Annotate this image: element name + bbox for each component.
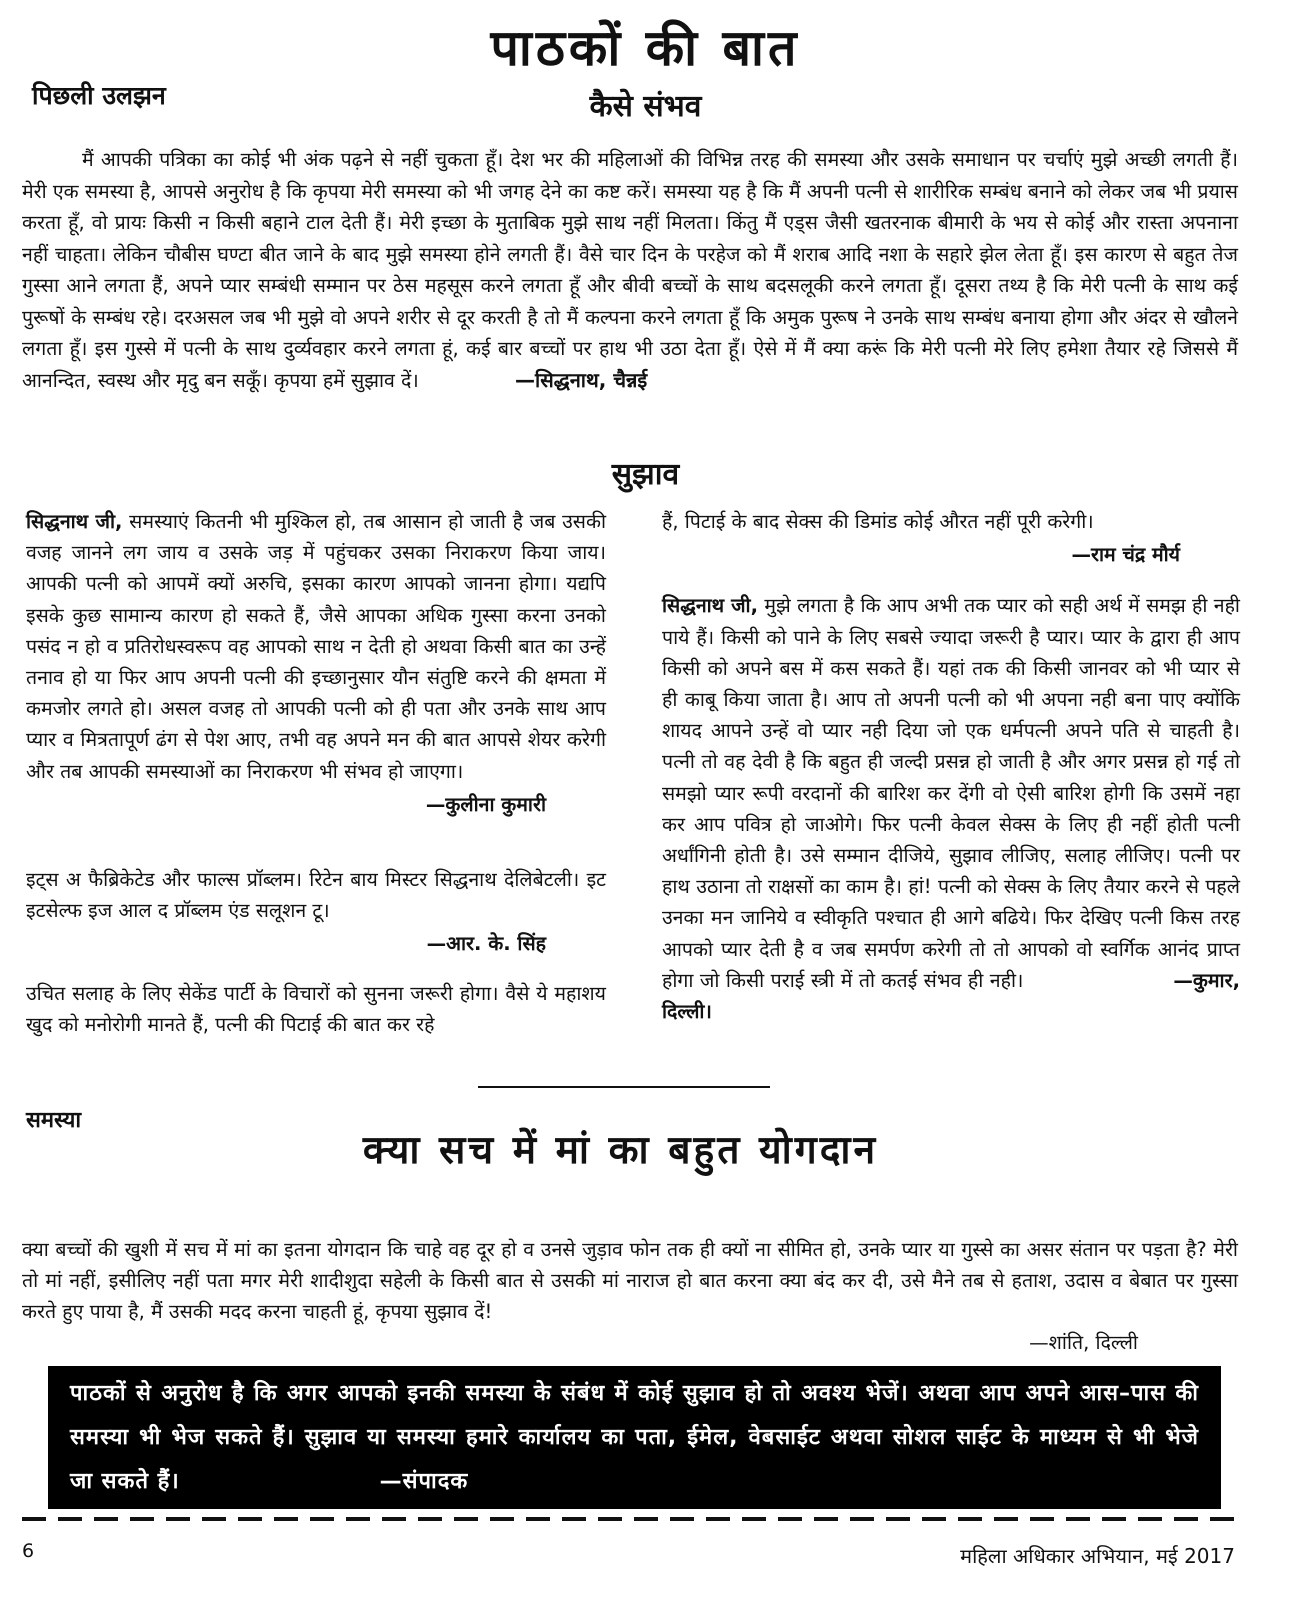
- section-kicker: पिछली उलझन: [32, 81, 166, 110]
- suggestions-left-column: [26, 506, 606, 1040]
- suggestion-3-text-start: उचित सलाह के लिए सेकेंड पार्टी के विचारों को सुनना जरूरी होगा। वैसे ये महाशय खुद को मनोरोगी मानते हैं, पत्नी की पिटाई की बात कर रहे: [26, 981, 606, 1036]
- section-divider: [478, 1086, 770, 1088]
- suggestion-3-text-end: हैं, पिटाई के बाद सेक्स की डिमांड कोई औरत नहीं पूरी करेगी।: [662, 510, 1094, 533]
- problem-signature: —शांति, दिल्ली: [1029, 1331, 1138, 1354]
- notice-text: [70, 1372, 1199, 1504]
- editor-notice: [48, 1366, 1221, 1509]
- problem-kicker: समस्या: [26, 1108, 82, 1133]
- suggestion-4-text: मुझे लगता है कि आप अभी तक प्यार को सही अर्थ में समझ ही नही पाये हैं। किसी को पाने के लिए सबसे ज्यादा जरूरी है प्यार। प्यार के द्वारा ही आप किसी को अपने बस में कस सकते हैं। यहां तक की किसी जानवर को भी प्यार से ही काबू किया जाता है। आप तो अपनी पत्नी को भी अपना नही बना पाए क्योंकि शायद आपने उन्हें वो प्यार नही दिया जो एक धर्मपत्नी अपने पति से चाहती है। पत्नी तो वह देवी है कि बहुत ही जल्दी प्रसन्न हो जाती है और अगर प्रसन्न हो गई तो समझो प्यार रूपी वरदानों की बारिश कर देंगी वो ऐसी बारिश होगी कि उसमें नहा कर आप पवित्र हो जाओगे। फिर पत्नी केवल सेक्स के लिए ही नहीं होती पत्नी अर्धांगिनी होती है। उसे सम्मान दीजिये, सुझाव लीजिए, सलाह लीजिए। पत्नी पर हाथ उठाना तो राक्षसों का काम है। हां! पत्नी को सेक्स के लिए तैयार करने से पहले उनका मन जानिये व स्वीकृति पश्चात ही आगे बढिये। फिर देखिए पत्नी किस तरह आपको प्यार देती है व जब समर्पण करेगी तो तो आपको वो स्वर्गिक आनंद प्राप्त होगा जो किसी पराई स्त्री में तो कतई संभव ही नही।: [662, 594, 1240, 992]
- suggestions-heading: सुझाव: [611, 457, 680, 492]
- problem-text: क्या बच्चों की खुशी में सच में मां का इतना योगदान कि चाहे वह दूर हो व उनसे जुड़ाव फोन तक ही क्यों ना सीमित हो, उनके प्यार या गुस्से का असर संतान पर पड़ता है? मेरी तो मां नहीं, इसीलिए नहीं पता मगर मेरी शादीशुदा सहेली के किसी बात से उसकी मां नाराज हो बात करना क्या बंद कर दी, उसे मैने तब से हताश, उदास व बेबात पर गुस्सा करते हुए पाया है, मैं उसकी मदद करना चाहती हूं, कृपया सुझाव दें!: [22, 1238, 1238, 1323]
- suggestion-4-signature: —कुमार, दिल्ली।: [662, 968, 1240, 1024]
- notice-signature: —संपादक: [379, 1469, 469, 1494]
- page-title: पाठकों की बात: [490, 19, 801, 77]
- letter-block: [22, 144, 1238, 396]
- letter-body: [22, 144, 1238, 396]
- suggestion-3-signature: —राम चंद्र मौर्य: [1071, 543, 1180, 567]
- suggestion-4-addressee: सिद्धनाथ जी,: [662, 594, 758, 618]
- suggestion-4: [662, 590, 1240, 1027]
- suggestion-1-addressee: सिद्धनाथ जी,: [26, 510, 123, 533]
- suggestion-1-signature: —कुलीना कुमारी: [425, 792, 546, 816]
- suggestions-right-column: [662, 506, 1240, 1027]
- notice-body: पाठकों से अनुरोध है कि अगर आपको इनकी समस्या के संबंध में कोई सुझाव हो तो अवश्य भेजें। अथवा आप अपने आस–पास की समस्या भी भेज सकते हैं। सुझाव या समस्या हमारे कार्यालय का पता, ईमेल, वेबसाईट अथवा सोशल साईट के माध्यम से भी भेजे जा सकते हैं।: [70, 1381, 1199, 1494]
- suggestion-1: [26, 506, 606, 787]
- suggestion-1-text: समस्याएं कितनी भी मुश्किल हो, तब आसान हो जाती है जब उसकी वजह जानने लग जाय व उसके जड़ में पहुंचकर उसका निराकरण किया जाय। आपकी पत्नी को आपमें क्यों अरुचि, इसका कारण आपको जानना होगा। यद्यपि इसके कुछ सामान्य कारण हो सकते हैं, जैसे आपका अधिक गुस्सा करना उनको पसंद न हो व प्रतिरोधस्वरूप वह आपको साथ न देती हो अथवा किसी बात का उन्हें तनाव हो या फिर आप अपनी पत्नी की इच्छानुसार यौन संतुष्टि करने की क्षमता में कमजोर लगते हो। असल वजह तो आपकी पत्नी को ही पता और उनके साथ आप प्यार व मित्रतापूर्ण ढंग से पेश आए, तभी वह अपने मन की बात आपसे शेयर करेगी और तब आपकी समस्याओं का निराकरण भी संभव हो जाएगा।: [26, 510, 606, 783]
- page-number: 6: [22, 1540, 35, 1562]
- letter-signature: —सिद्धनाथ, चैन्नई: [515, 367, 648, 392]
- problem-block: [22, 1234, 1238, 1358]
- letter-title: कैसे संभव: [589, 89, 702, 124]
- problem-title: क्या सच में मां का बहुत योगदान: [362, 1128, 879, 1173]
- suggestion-2-text: इट्स अ फैब्रिकेटेड और फाल्स प्रॉब्लम। रिटेन बाय मिस्टर सिद्धनाथ देलिबेटली। इट इटसेल्फ इज आल द प्रॉब्लम एंड सलूशन टू।: [26, 868, 606, 923]
- suggestion-2-signature: —आर. के. सिंह: [426, 932, 546, 956]
- letter-text: मैं आपकी पत्रिका का कोई भी अंक पढ़ने से नहीं चुकता हूँ। देश भर की महिलाओं की विभिन्न तरह की समस्या और उसके समाधान पर चर्चाएं मुझे अच्छी लगती हैं। मेरी एक समस्या है, आपसे अनुरोध है कि कृपया मेरी समस्या को भी जगह देने का कष्ट करें। समस्या यह है कि मैं अपनी पत्नी से शारीरिक सम्बंध बनाने को लेकर जब भी प्रयास करता हूँ, वो प्रायः किसी न किसी बहाने टाल देती हैं। मेरी इच्छा के मुताबिक मुझे साथ नहीं मिलता। किंतु मैं एड्स जैसी खतरनाक बीमारी के भय से कोई और रास्ता अपनाना नहीं चाहता। लेकिन चौबीस घण्टा बीत जाने के बाद मुझे समस्या होने लगती हैं। वैसे चार दिन के परहेज को मैं शराब आदि नशा के सहारे झेल लेता हूँ। इस कारण से बहुत तेज गुस्सा आने लगता हैं, अपने प्यार सम्बंधी सम्मान पर ठेस महसूस करने लगता हूँ और बीवी बच्चों के साथ बदसलूकी करने लगता हूँ। दूसरा तथ्य है कि मेरी पत्नी के साथ कई पुरूषों के सम्बंध रहे। दरअसल जब भी मुझे वो अपने शरीर से दूर करती है तो मैं कल्पना करने लगता हूँ कि अमुक पुरूष ने उनके साथ सम्बंध बनाया होगा और अंदर से खौलने लगता हूँ। इस गुस्से में पत्नी के साथ दुर्व्यवहार करने लगता हूं, कई बार बच्चों पर हाथ भी उठा देता हूँ। ऐसे में मैं क्या करूं कि मेरी पत्नी मेरे लिए हमेशा तैयार रहे जिससे मैं आनन्दित, स्वस्थ और मृदु बन सकूँ। कृपया हमें सुझाव दें।: [22, 148, 1238, 392]
- footer-dashed-rule: [22, 1517, 1242, 1521]
- publication-line: महिला अधिकार अभियान, मई 2017: [960, 1544, 1235, 1568]
